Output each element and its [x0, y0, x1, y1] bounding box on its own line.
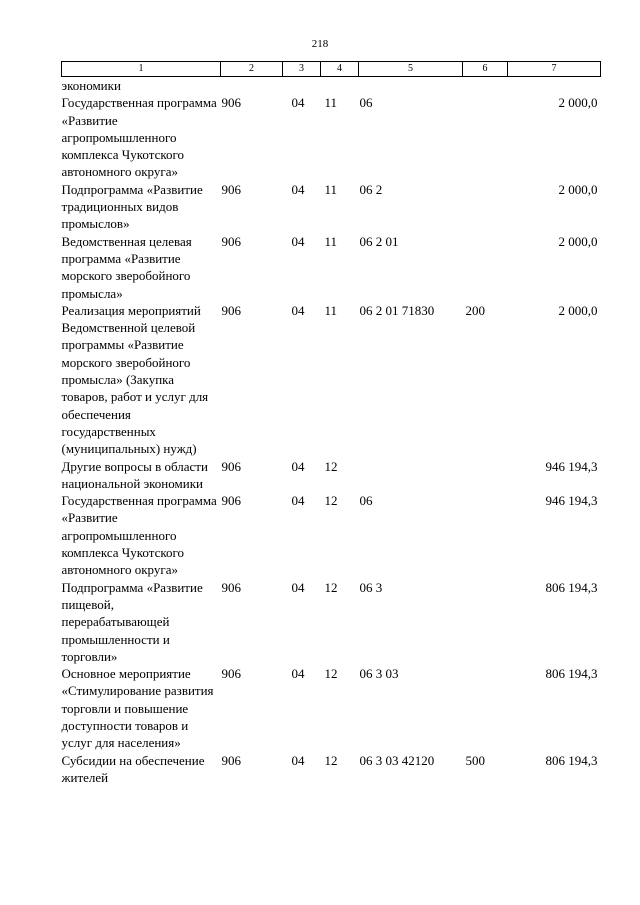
- budget-table: [61, 61, 601, 786]
- row-expense-type: [463, 94, 508, 180]
- row-expense-type: [463, 181, 508, 233]
- row-expense-type: 200: [465, 302, 485, 318]
- row-section-code: 04: [291, 181, 305, 197]
- row-target-article: 06 3: [359, 579, 383, 595]
- row-subsection-code: 11: [324, 302, 338, 318]
- row-subsection-code: 12: [324, 579, 338, 595]
- row-amount: [508, 77, 601, 95]
- row-subsection-code: 12: [324, 458, 338, 474]
- table-row: [62, 579, 601, 665]
- row-subsection-code: 11: [324, 95, 338, 111]
- header-col-3: 3: [283, 62, 321, 77]
- row-target-article: 06 2 01 71830: [359, 302, 435, 318]
- row-gov-code: 906: [221, 181, 241, 197]
- header-row: [62, 62, 601, 77]
- row-section-code: 04: [291, 302, 305, 318]
- row-subsection-code: [321, 77, 359, 95]
- table-row: [62, 233, 601, 302]
- row-section-code: 04: [291, 752, 305, 768]
- row-amount: 946 194,3: [545, 458, 598, 474]
- row-subsection-code: 11: [324, 233, 338, 249]
- row-expense-type: 500: [465, 752, 485, 768]
- table-row: [62, 752, 601, 787]
- row-subsection-code: 11: [324, 181, 338, 197]
- row-gov-code: 906: [221, 302, 241, 318]
- row-target-article: 06 2 01: [359, 233, 399, 249]
- row-gov-code: 906: [221, 458, 241, 474]
- row-name: Государственная программа «Развитие агропромышленного комплекса Чукотского автономного округа»: [61, 95, 217, 180]
- header-col-4: 4: [321, 62, 359, 77]
- row-name: Ведомственная целевая программа «Развитие морского зверобойного промысла»: [61, 233, 192, 301]
- row-target-article: [359, 458, 463, 493]
- row-target-article: [359, 77, 463, 95]
- row-subsection-code: 12: [324, 493, 338, 509]
- row-section-code: 04: [291, 233, 305, 249]
- header-col-7: 7: [508, 62, 601, 77]
- row-subsection-code: 12: [324, 666, 338, 682]
- row-expense-type: [463, 492, 508, 578]
- row-gov-code: [221, 77, 283, 95]
- row-expense-type: [463, 579, 508, 665]
- row-expense-type: [463, 665, 508, 751]
- table-header: [62, 62, 601, 77]
- row-name: Подпрограмма «Развитие традиционных видов промыслов»: [61, 181, 203, 232]
- row-expense-type: [463, 77, 508, 95]
- row-name: Субсидии на обеспечение жителей: [61, 752, 205, 785]
- row-name: Другие вопросы в области национальной экономики: [61, 458, 208, 491]
- row-amount: 2 000,0: [558, 233, 598, 249]
- row-name: Государственная программа «Развитие агропромышленного комплекса Чукотского автономного округа»: [61, 493, 217, 578]
- table-row: [62, 94, 601, 180]
- row-name: Основное мероприятие «Стимулирование развития торговли и повышение доступности товаров и услуг для населения»: [61, 666, 214, 751]
- row-amount: 2 000,0: [558, 181, 598, 197]
- row-amount: 2 000,0: [558, 302, 598, 318]
- row-section-code: 04: [291, 493, 305, 509]
- header-col-6: 6: [463, 62, 508, 77]
- row-section-code: 04: [291, 458, 305, 474]
- row-target-article: 06: [359, 493, 373, 509]
- row-amount: 806 194,3: [545, 579, 598, 595]
- row-gov-code: 906: [221, 752, 241, 768]
- row-expense-type: [463, 233, 508, 302]
- row-section-code: 04: [291, 666, 305, 682]
- row-target-article: 06 3 03: [359, 666, 399, 682]
- row-gov-code: 906: [221, 233, 241, 249]
- header-col-2: 2: [221, 62, 283, 77]
- table-row: [62, 665, 601, 751]
- row-name: Реализация мероприятий Ведомственной целевой программы «Развитие морского зверобойного промысла» (Закупка товаров, работ и услуг для обеспечения государственных (муниципальных) нужд): [61, 302, 209, 457]
- table-row: [62, 492, 601, 578]
- row-gov-code: 906: [221, 493, 241, 509]
- row-section-code: 04: [291, 95, 305, 111]
- row-target-article: 06 3 03 42120: [359, 752, 435, 768]
- table-row: [62, 181, 601, 233]
- table-row: [62, 302, 601, 458]
- row-amount: 946 194,3: [545, 493, 598, 509]
- row-name: Подпрограмма «Развитие пищевой, перерабатывающей промышленности и торговли»: [61, 579, 203, 664]
- row-amount: 806 194,3: [545, 666, 598, 682]
- row-section-code: [283, 77, 321, 95]
- header-col-5: 5: [359, 62, 463, 77]
- row-gov-code: 906: [221, 579, 241, 595]
- row-amount: 806 194,3: [545, 752, 598, 768]
- table-body: [62, 77, 601, 787]
- row-name: экономики: [61, 78, 121, 93]
- row-expense-type: [463, 458, 508, 493]
- table-row: [62, 77, 601, 95]
- header-col-1: 1: [62, 62, 221, 77]
- table-row: [62, 458, 601, 493]
- row-subsection-code: 12: [324, 752, 338, 768]
- row-gov-code: 906: [221, 666, 241, 682]
- row-amount: 2 000,0: [558, 95, 598, 111]
- row-section-code: 04: [291, 579, 305, 595]
- row-target-article: 06 2: [359, 181, 383, 197]
- page-number: 218: [311, 38, 329, 50]
- row-gov-code: 906: [221, 95, 241, 111]
- row-target-article: 06: [359, 95, 373, 111]
